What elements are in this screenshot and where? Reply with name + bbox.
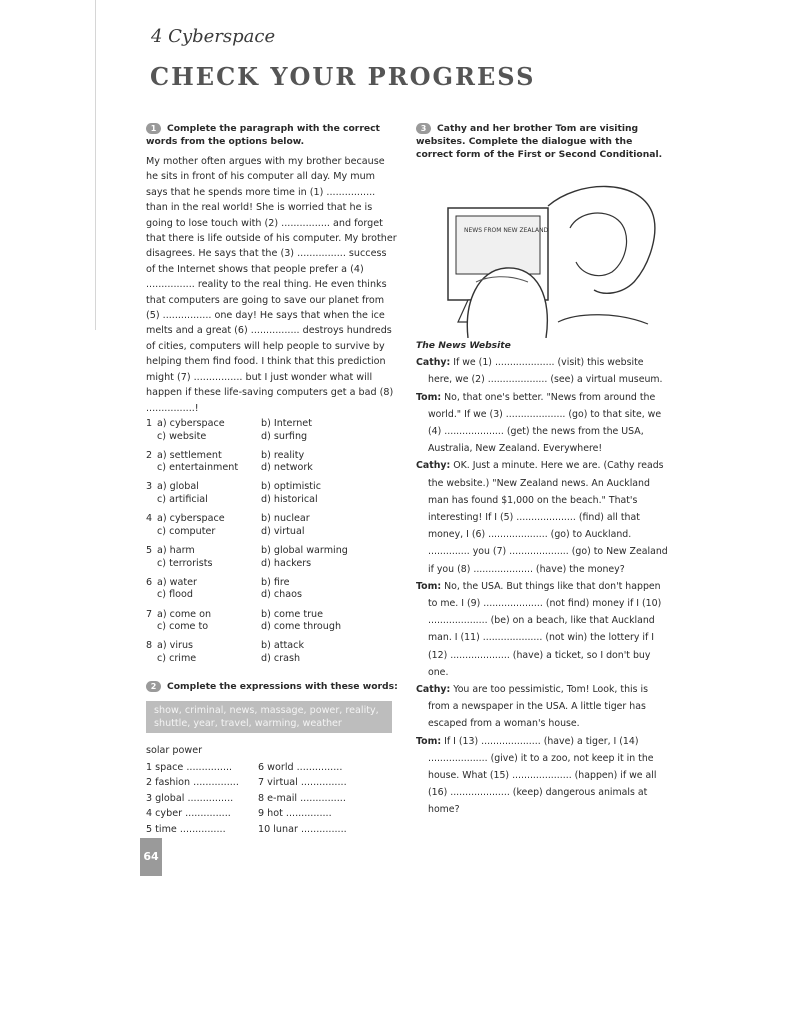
- option-number: 4: [146, 513, 153, 525]
- option-c: c) artificial: [157, 494, 208, 506]
- speaker: Tom:: [416, 391, 442, 403]
- expression-item: 7 virtual ...............: [258, 777, 347, 789]
- dialogue-text: No, that one's better. "News from around the world." If we (3) .................... (go) to that site, we (4) .................... (get) the news from the USA, Australia, New Zealand. Everywhere!: [428, 391, 662, 455]
- option-row: [146, 513, 398, 526]
- dialogue-text: You are too pessimistic, Tom! Look, this is from a newspaper in the USA. A little tiger has escaped from a woman's house.: [428, 684, 648, 730]
- option-row: [146, 640, 398, 653]
- exercise-3-instruction: Cathy and her brother Tom are visiting websites. Complete the dialogue with the correct form of the First or Second Conditional.: [416, 123, 663, 160]
- exercise-2-instruction: Complete the expressions with these words:: [167, 680, 398, 692]
- option-row: [146, 418, 398, 431]
- dialogue-text: No, the USA. But things like that don't happen to me. I (9) .................... (not find) money if I (10) .................... (be) on a beach, like that Auckland man. I (11) .................... (not win) the lottery if I (12) .................... (have) a ticket, so I don't buy one.: [428, 580, 662, 678]
- option-number: 8: [146, 640, 153, 652]
- exercise-3-heading: [416, 122, 668, 161]
- option-number: 3: [146, 481, 153, 493]
- expression-item: 2 fashion ...............: [146, 777, 239, 789]
- option-number: 5: [146, 545, 153, 557]
- website-title: The News Website: [416, 340, 511, 351]
- option-b: b) reality: [261, 449, 305, 461]
- speaker: Tom:: [416, 735, 442, 747]
- option-d: d) hackers: [261, 557, 312, 569]
- dialogue-line: [416, 354, 668, 388]
- monitor-screen: [456, 216, 540, 274]
- dialogue-text: OK. Just a minute. Here we are. (Cathy reads the website.) "New Zealand news. An Auckland man has found $1,000 on the beach." That's interesting! If I (5) .................... (find) all that money, I (6) .................... (go) to Auckland. .............. you (7) .................... (go) to New Zealand if you (8) .................... (have) the money?: [428, 460, 668, 575]
- option-b: b) optimistic: [261, 481, 321, 493]
- option-d: d) come through: [261, 621, 342, 633]
- option-d: d) crash: [261, 652, 301, 664]
- option-number: 7: [146, 608, 153, 620]
- expression-item: 4 cyber ...............: [146, 808, 231, 820]
- exercise-1-instruction: Complete the paragraph with the correct words from the options below.: [146, 123, 380, 147]
- exercise-2-heading: [146, 680, 398, 693]
- option-row: [146, 462, 398, 475]
- option-a: a) water: [157, 576, 198, 588]
- dialogue-line: [416, 681, 668, 733]
- page-number: 64: [140, 838, 162, 876]
- expression-item: 8 e-mail ...............: [258, 792, 346, 804]
- speaker: Cathy:: [416, 357, 451, 369]
- girl-face: [570, 213, 627, 276]
- expression-item: 9 hot ...............: [258, 808, 332, 820]
- dialogue-text: If we (1) .................... (visit) this website here, we (2) .................... (see) a virtual museum.: [428, 357, 663, 386]
- option-a: a) cyberspace: [157, 513, 225, 525]
- option-a: a) settlement: [157, 449, 222, 461]
- option-number: 6: [146, 576, 153, 588]
- option-c: c) come to: [157, 621, 209, 633]
- option-row: [146, 526, 398, 539]
- option-number: 1: [146, 417, 153, 429]
- option-c: c) terrorists: [157, 557, 213, 569]
- option-row: [146, 609, 398, 622]
- option-row: [146, 450, 398, 463]
- option-c: c) crime: [157, 652, 197, 664]
- option-b: b) come true: [261, 608, 324, 620]
- dialogue-line: [416, 578, 668, 681]
- option-row: [146, 431, 398, 444]
- option-d: d) virtual: [261, 525, 305, 537]
- girl-hair: [548, 186, 655, 293]
- option-row: [146, 545, 398, 558]
- unit-title: 4 Cyberspace: [151, 26, 276, 47]
- option-c: c) website: [157, 430, 207, 442]
- option-a: a) cyberspace: [157, 417, 225, 429]
- screen-text: NEWS FROM NEW ZEALAND: [464, 227, 549, 234]
- expression-item: 1 space ...............: [146, 761, 233, 773]
- dialogue-line: [416, 389, 668, 458]
- option-row: [146, 481, 398, 494]
- left-column: [146, 122, 398, 837]
- exercise-1-number: 1: [146, 123, 161, 134]
- computer-illustration: [428, 172, 668, 338]
- dialogue: [416, 354, 668, 818]
- option-b: b) Internet: [261, 417, 312, 429]
- option-b: b) nuclear: [261, 513, 310, 525]
- word-box: show, criminal, news, massage, power, reality, shuttle, year, travel, warming, weather: [146, 701, 392, 733]
- option-c: c) computer: [157, 525, 216, 537]
- page-title: CHECK YOUR PROGRESS: [150, 62, 536, 91]
- margin-line: [95, 0, 96, 330]
- option-d: d) historical: [261, 494, 318, 506]
- option-a: a) harm: [157, 545, 195, 557]
- option-c: c) entertainment: [157, 462, 239, 474]
- exercise-1-heading: [146, 122, 398, 148]
- option-row: [146, 653, 398, 666]
- option-d: d) chaos: [261, 589, 302, 601]
- exercise-3-number: 3: [416, 123, 431, 134]
- option-d: d) network: [261, 462, 313, 474]
- option-row: [146, 589, 398, 602]
- dialogue-text: If I (13) .................... (have) a tiger, I (14) .................... (give) it to a zoo, not keep it in the house. What (15) .................... (happen) if we all (16) .................... (keep) dangerous animals at home?: [428, 735, 657, 816]
- option-c: c) flood: [157, 589, 193, 601]
- dialogue-line: [416, 457, 668, 577]
- option-d: d) surfing: [261, 430, 308, 442]
- option-row: [146, 577, 398, 590]
- option-b: b) fire: [261, 576, 290, 588]
- expression-item: 5 time ...............: [146, 823, 226, 835]
- expression-item: 10 lunar ...............: [258, 823, 347, 835]
- option-row: [146, 558, 398, 571]
- dialogue-line: [416, 733, 668, 819]
- expression-list: [146, 760, 398, 837]
- option-number: 2: [146, 449, 153, 461]
- hand: [558, 315, 648, 324]
- exercise-2-number: 2: [146, 681, 161, 692]
- expression-example: solar power: [146, 744, 203, 756]
- exercise-1-options: [146, 418, 398, 666]
- expression-item: 6 world ...............: [258, 761, 343, 773]
- option-a: a) global: [157, 481, 199, 493]
- option-b: b) attack: [261, 640, 304, 652]
- option-row: [146, 621, 398, 634]
- speaker: Cathy:: [416, 460, 451, 472]
- option-b: b) global warming: [261, 545, 348, 557]
- option-a: a) virus: [157, 640, 194, 652]
- exercise-1-paragraph: My mother often argues with my brother because he sits in front of his computer all day. My mum says that he spends more time in (1) ................ than in the real world! She is worried that he is going to lose touch with (2) ................ and forget that there is life outside of his computer. My brother disagrees. He says that the (3) ................ success of the Internet shows that people prefer a (4) ................ reality to the real thing. He even thinks that computers are going to save our planet from (5) ................ one day! He says that when the ice melts and a great (6) ................ destroys hundreds of cities, computers will help people to survive by helping them find food. I think that this prediction might (7) ................ but I just wonder what will happen if these life-saving computers get a bad (8) ................!: [146, 156, 397, 414]
- expression-item: 3 global ...............: [146, 792, 234, 804]
- speaker: Tom:: [416, 580, 442, 592]
- speaker: Cathy:: [416, 684, 451, 696]
- option-row: [146, 494, 398, 507]
- option-a: a) come on: [157, 608, 212, 620]
